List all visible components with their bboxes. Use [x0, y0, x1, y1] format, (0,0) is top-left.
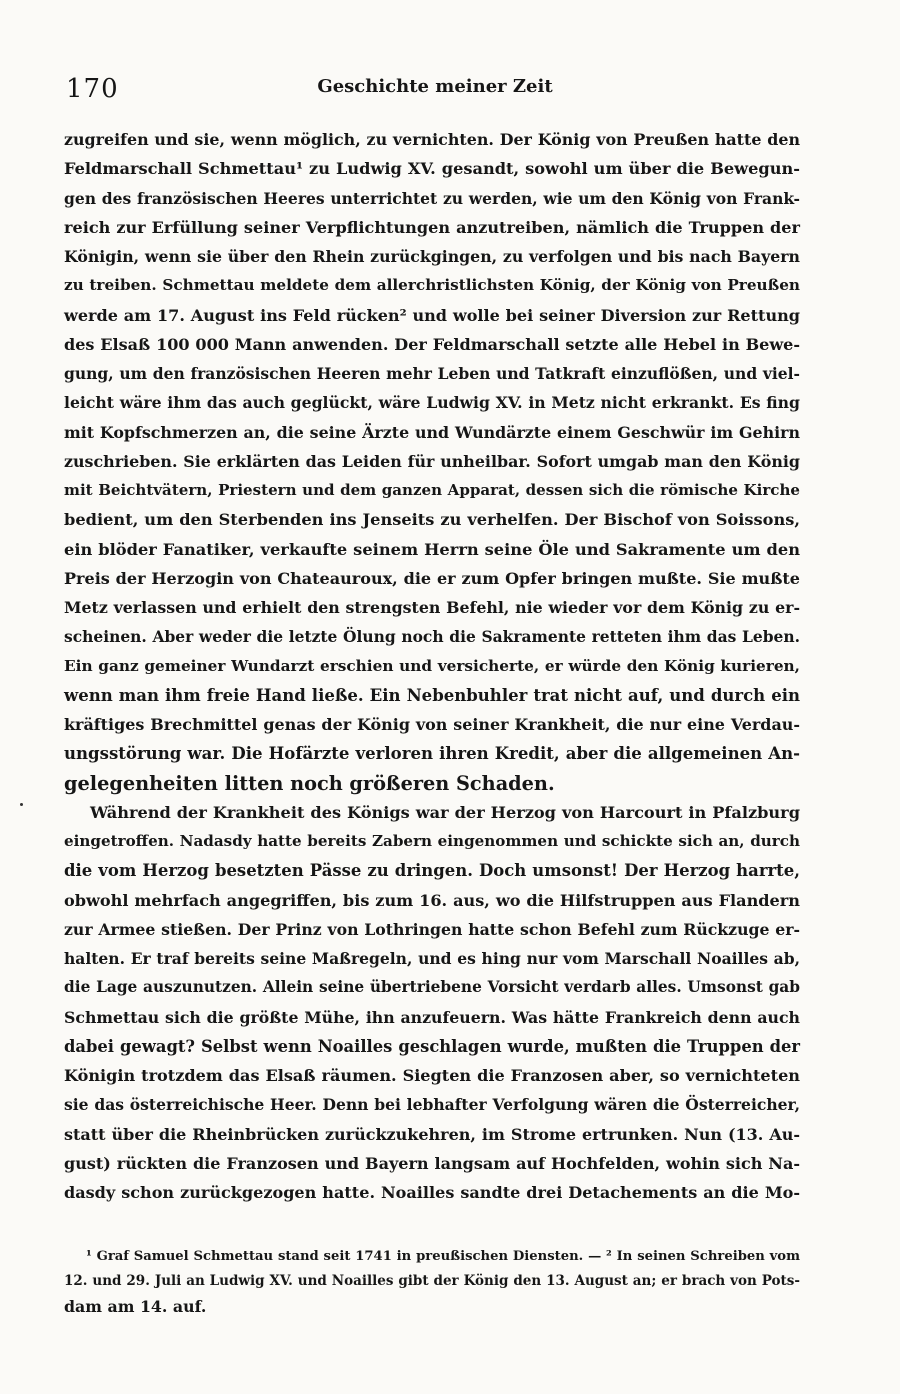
text-line: Preis der Herzogin von Chateauroux, die er zum Opfer bringen mußte. Sie mußte — [64, 568, 800, 588]
margin-speck — [20, 803, 23, 806]
text-line: statt über die Rheinbrücken zurückzukehren, im Strome ertrunken. Nun (13. Au- — [64, 1124, 800, 1144]
text-line: Königin, wenn sie über den Rhein zurückgingen, zu verfolgen und bis nach Bayern — [64, 247, 800, 266]
text-line: gust) rückten die Franzosen und Bayern langsam auf Hochfelden, wohin sich Na- — [64, 1153, 800, 1173]
text-line: zu treiben. Schmettau meldete dem allerchristlichsten König, der König von Preußen — [64, 276, 800, 295]
text-line: Königin trotzdem das Elsaß räumen. Siegten die Franzosen aber, so vernichteten — [64, 1066, 800, 1085]
text-line: kräftiges Brechmittel genas der König von seiner Krankheit, die nur eine Verdau- — [64, 715, 800, 734]
text-line: scheinen. Aber weder die letzte Ölung noch die Sakramente retteten ihm das Leben. — [64, 627, 800, 647]
text-line: Ein ganz gemeiner Wundarzt erschien und versicherte, er würde den König kurieren, — [64, 656, 800, 675]
text-line: ein blöder Fanatiker, verkaufte seinem Herrn seine Öle und Sakramente um den — [64, 539, 800, 559]
text-line: zuschrieben. Sie erklärten das Leiden für unheilbar. Sofort umgab man den König — [64, 451, 800, 471]
text-line: mit Beichtvätern, Priestern und dem ganzen Apparat, dessen sich die römische Kirche — [64, 481, 800, 499]
page-number: 170 — [66, 74, 119, 104]
text-line: gen des französischen Heeres unterrichtet zu werden, wie um den König von Frank- — [64, 188, 800, 208]
body-text — [64, 125, 800, 1207]
text-line: Feldmarschall Schmettau¹ zu Ludwig XV. gesandt, sowohl um über die Bewegun- — [64, 159, 800, 179]
text-line: dabei gewagt? Selbst wenn Noailles geschlagen wurde, mußten die Truppen der — [64, 1036, 800, 1056]
text-line: zugreifen und sie, wenn möglich, zu vernichten. Der König von Preußen hatte den — [64, 130, 800, 149]
text-line: werde am 17. August ins Feld rücken² und wolle bei seiner Diversion zur Rettung — [64, 305, 800, 325]
text-line: Schmettau sich die größte Mühe, ihn anzufeuern. Was hätte Frankreich denn auch — [64, 1007, 800, 1027]
text-line: eingetroffen. Nadasdy hatte bereits Zabern eingenommen und schickte sich an, durch — [64, 832, 800, 850]
text-line: obwohl mehrfach angegriffen, bis zum 16. aus, wo die Hilfstruppen aus Flandern — [64, 890, 800, 910]
text-line: Metz verlassen und erhielt den strengsten Befehl, nie wieder vor dem König zu er- — [64, 598, 800, 617]
text-line: leicht wäre ihm das auch geglückt, wäre Ludwig XV. in Metz nicht erkrankt. Es fing — [64, 393, 800, 413]
paragraph-first-line: Während der Krankheit des Königs war der Herzog von Harcourt in Pfalzburg — [90, 802, 800, 822]
text-line: wenn man ihm freie Hand ließe. Ein Nebenbuhler trat nicht auf, und durch ein — [64, 684, 800, 705]
footnote-line: ¹ Graf Samuel Schmettau stand seit 1741 in preußischen Diensten. — ² In seinen Schreiben vom — [86, 1249, 800, 1264]
text-line: ungsstörung war. Die Hofärzte verloren ihren Kredit, aber die allgemeinen An- — [64, 743, 800, 764]
paragraph-last-line: gelegenheiten litten noch größeren Schaden. — [64, 771, 555, 795]
text-line: dasdy schon zurückgezogen hatte. Noailles sandte drei Detachements an die Mo- — [64, 1183, 800, 1202]
text-line: die Lage auszunutzen. Allein seine übertriebene Vorsicht verdarb alles. Umsonst gab — [64, 978, 800, 997]
text-line: reich zur Erfüllung seiner Verpflichtungen anzutreiben, nämlich die Truppen der — [64, 217, 800, 237]
footnote-line: 12. und 29. Juli an Ludwig XV. und Noailles gibt der König den 13. August an; er brach von Pots- — [64, 1273, 800, 1289]
text-line: sie das österreichische Heer. Denn bei lebhafter Verfolgung wären die Österreicher, — [64, 1095, 800, 1115]
footnote-line: dam am 14. auf. — [64, 1297, 207, 1316]
text-line: gung, um den französischen Heeren mehr Leben und Tatkraft einzuflößen, und viel- — [64, 364, 800, 383]
text-line: die vom Herzog besetzten Pässe zu dringen. Doch umsonst! Der Herzog harrte, — [64, 861, 800, 881]
text-line: mit Kopfschmerzen an, die seine Ärzte und Wundärzte einem Geschwür im Gehirn — [64, 422, 800, 442]
footnotes — [64, 1244, 800, 1319]
page-header — [66, 74, 804, 104]
text-line: bedient, um den Sterbenden ins Jenseits zu verhelfen. Der Bischof von Soissons, — [64, 510, 800, 530]
running-title: Geschichte meiner Zeit — [317, 76, 553, 97]
text-line: halten. Er traf bereits seine Maßregeln, und es hing nur vom Marschall Noailles ab, — [64, 949, 800, 968]
text-line: zur Armee stießen. Der Prinz von Lothringen hatte schon Befehl zum Rückzuge er- — [64, 919, 800, 939]
text-line: des Elsaß 100 000 Mann anwenden. Der Feldmarschall setzte alle Hebel in Bewe- — [64, 334, 800, 354]
